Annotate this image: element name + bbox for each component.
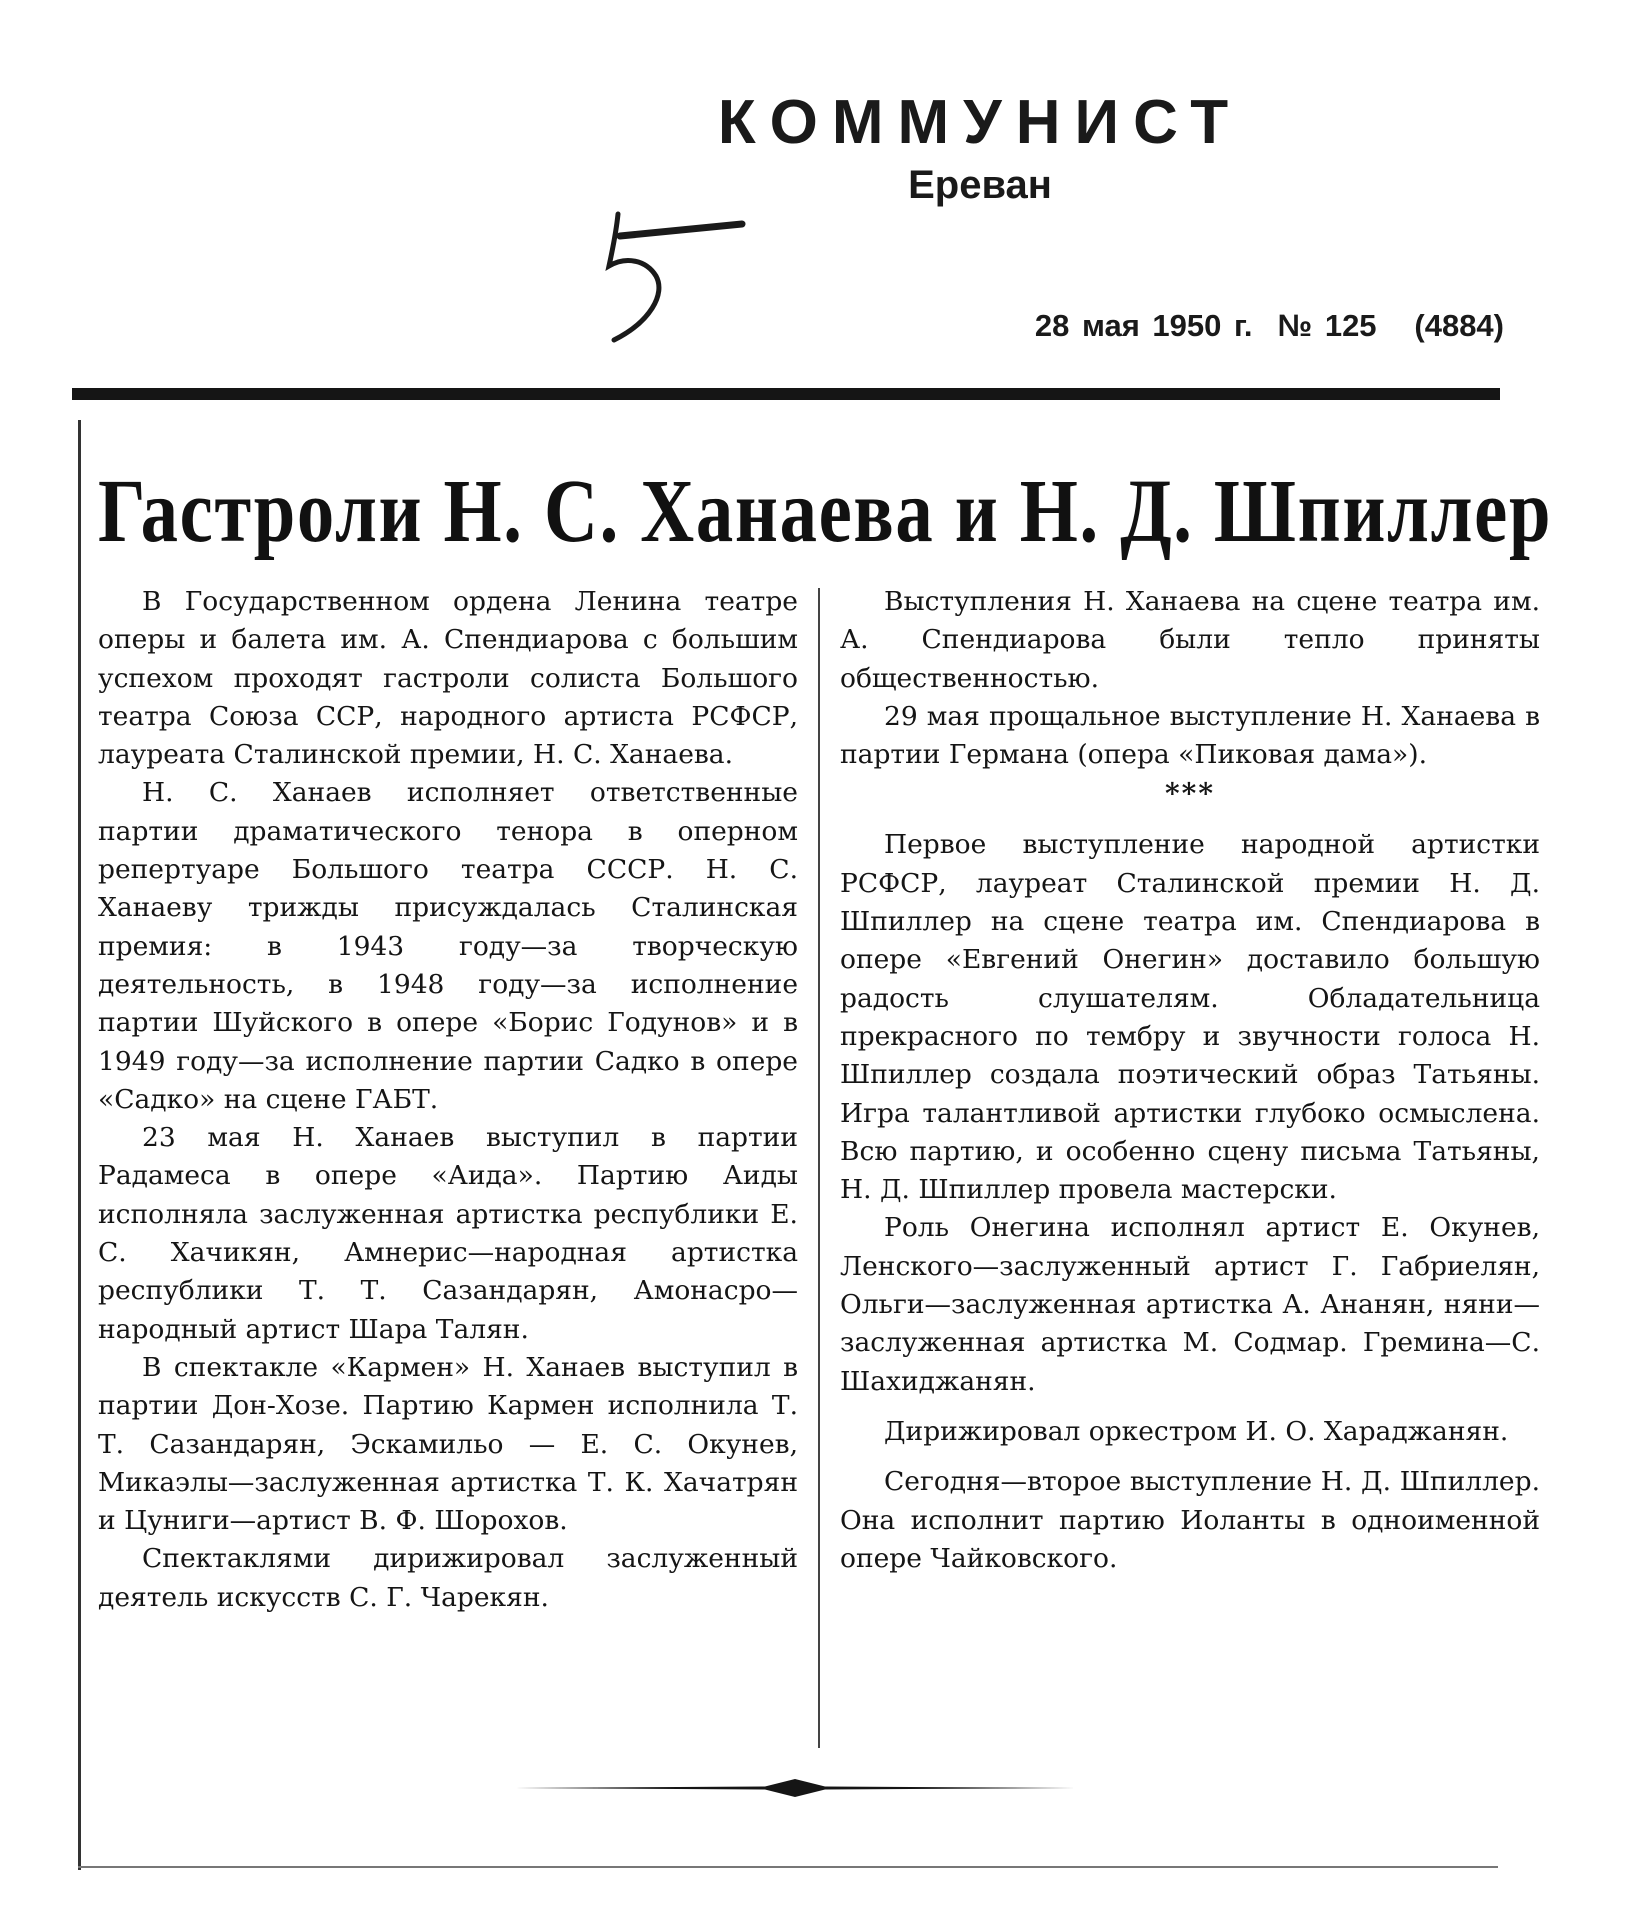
column-divider xyxy=(818,588,820,1748)
top-rule xyxy=(72,388,1500,400)
paragraph: Спектаклями дирижировал заслуженный деятель искусств С. Г. Чарекян. xyxy=(98,1543,798,1613)
paragraph: Сегодня—второе выступление Н. Д. Шпиллер. Она исполнит партию Иоланты в одноименной опере Чайковского. xyxy=(840,1466,1540,1574)
paragraph: Дирижировал оркестром И. О. Хараджанян. xyxy=(884,1415,1509,1447)
masthead xyxy=(700,88,1260,208)
section-separator: *** xyxy=(1165,777,1215,811)
article-headline: Гастроли Н. С. Ханаева и Н. Д. Шпиллер xyxy=(98,462,1553,561)
newspaper-city: Ереван xyxy=(908,163,1052,207)
paragraph: Выступления Н. Ханаева на сцене театра им. А. Спендиарова были тепло приняты общественностью. xyxy=(840,586,1540,694)
paragraph: В Государственном ордена Ленина театре оперы и балета им. А. Спендиарова с большим успехом проходят гастроли солиста Большого театра Союза ССР, народного артиста РСФСР, лауреата Сталинской премии, Н. С. Ханаева. xyxy=(98,586,798,771)
left-column xyxy=(98,583,798,1617)
handwritten-page-number xyxy=(600,210,750,350)
right-column xyxy=(840,583,1540,1578)
issue-date-number: 28 мая 1950 г. № 125 (4884) xyxy=(1034,308,1504,343)
paragraph: Роль Онегина исполнял артист Е. Окунев, Ленского—заслуженный артист Г. Габриелян, Ольги—заслуженная артистка А. Ананян, няни—заслуженная артистка М. Содмар. Гремина—С. Шахиджанян. xyxy=(840,1212,1540,1397)
clipping-bottom-edge xyxy=(78,1866,1498,1868)
paragraph: 23 мая Н. Ханаев выступил в партии Радамеса в опере «Аида». Партию Аиды исполняла заслуженная артистка республики Е. С. Хачикян, Амнерис—народная артистка республики Т. Т. Сазандарян, Амонасро—народный артист Шара Талян. xyxy=(98,1122,798,1345)
end-ornament xyxy=(515,1776,1075,1800)
clipping-left-edge xyxy=(78,420,81,1870)
newspaper-name: КОММУНИСТ xyxy=(717,88,1243,157)
paragraph: Н. С. Ханаев исполняет ответственные партии драматического тенора в оперном репертуаре Большого театра СССР. Н. С. Ханаеву трижды присуждалась Сталинская премия: в 1943 году—за творческую деятельность, в 1948 году—за исполнение партии Шуйского в опере «Борис Годунов» и в 1949 году—за исполнение партии Садко в опере «Садко» на сцене ГАБТ. xyxy=(98,777,798,1115)
paragraph: В спектакле «Кармен» Н. Ханаев выступил в партии Дон-Хозе. Партию Кармен исполнила Т. Т. Сазандарян, Эскамильо — Е. С. Окунев, Микаэлы—заслуженная артистка Т. К. Хачатрян и Цуниги—артист В. Ф. Шорохов. xyxy=(98,1351,798,1537)
paragraph: 29 мая прощальное выступление Н. Ханаева в партии Германа (опера «Пиковая дама»). xyxy=(840,700,1540,771)
paragraph: Первое выступление народной артистки РСФСР, лауреат Сталинской премии Н. Д. Шпиллер на сцене театра им. Спендиарова в опере «Евгений Онегин» доставило большую радость слушателям. Обладательница прекрасного по тембру и звучности голоса Н. Шпиллер создала поэтический образ Татьяны. Игра талантливой артистки глубоко осмыслена. Всю партию, и особенно сцену письма Татьяны, Н. Д. Шпиллер провела мастерски. xyxy=(840,829,1540,1206)
